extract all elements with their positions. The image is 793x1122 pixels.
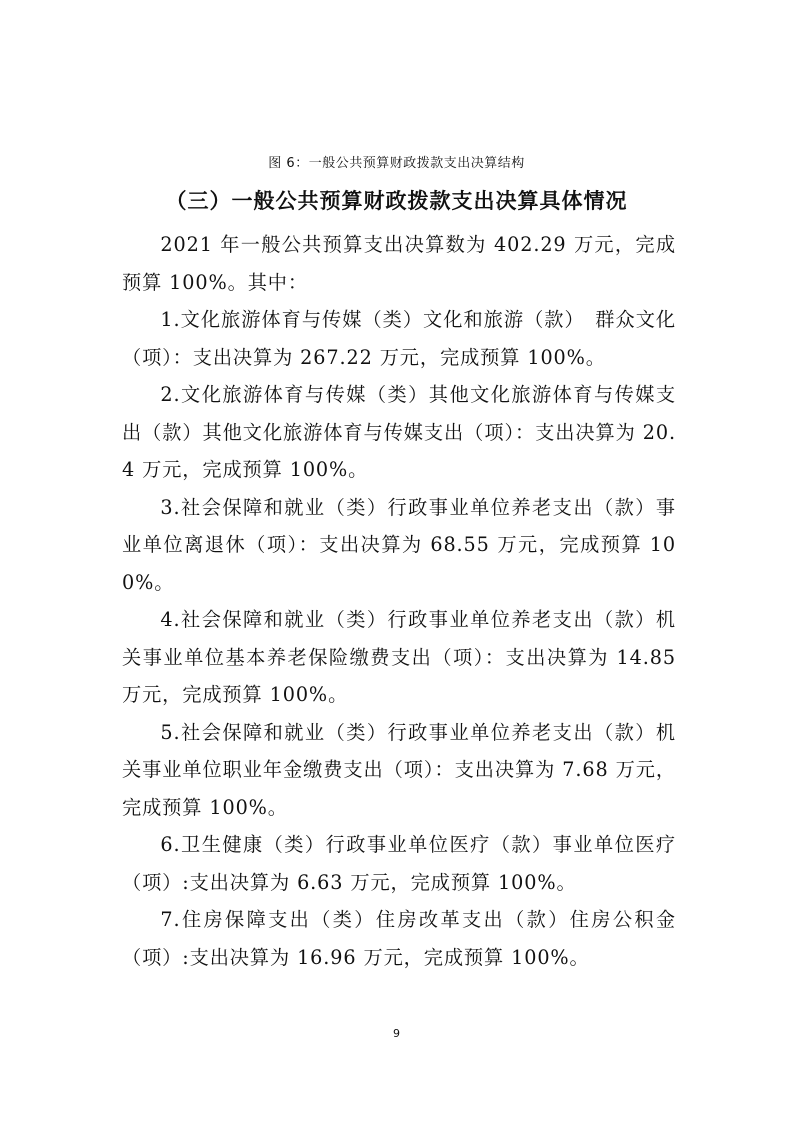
paragraph-item-4: 4.社会保障和就业（类）行政事业单位养老支出（款）机关事业单位基本养老保险缴费支出（项）：支出决算为 14.85 万元，完成预算 100%。 — [122, 608, 676, 706]
paragraph-item-7: 7.住房保障支出（类）住房改革支出（款）住房公积金（项）:支出决算为 16.96 万元，完成预算 100%。 — [122, 908, 676, 969]
figure-caption: 图 6：一般公共预算财政拨款支出决算结构 — [268, 156, 525, 171]
paragraph-item-1: 1.文化旅游体育与传媒（类）文化和旅游（款） 群众文化（项）：支出决算为 267.22 万元，完成预算 100%。 — [122, 308, 676, 369]
section-heading: （三）一般公共预算财政拨款支出决算具体情况 — [165, 189, 628, 213]
paragraph-item-3: 3.社会保障和就业（类）行政事业单位养老支出（款）事业单位离退休（项）：支出决算为 68.55 万元，完成预算 100%。 — [122, 495, 676, 594]
page-number: 9 — [393, 1027, 400, 1040]
paragraph-item-2: 2.文化旅游体育与传媒（类）其他文化旅游体育与传媒支出（款）其他文化旅游体育与传媒支出（项）：支出决算为 20.4 万元，完成预算 100%。 — [122, 383, 676, 481]
body-text — [122, 226, 676, 976]
paragraph-summary: 2021 年一般公共预算支出决算数为 402.29 万元，完成预算 100%。其中： — [122, 233, 676, 294]
paragraph-item-5: 5.社会保障和就业（类）行政事业单位养老支出（款）机关事业单位职业年金缴费支出（项）：支出决算为 7.68 万元，完成预算 100%。 — [122, 720, 676, 819]
paragraph-item-6: 6.卫生健康（类）行政事业单位医疗（款）事业单位医疗（项）:支出决算为 6.63 万元，完成预算 100%。 — [122, 833, 676, 894]
